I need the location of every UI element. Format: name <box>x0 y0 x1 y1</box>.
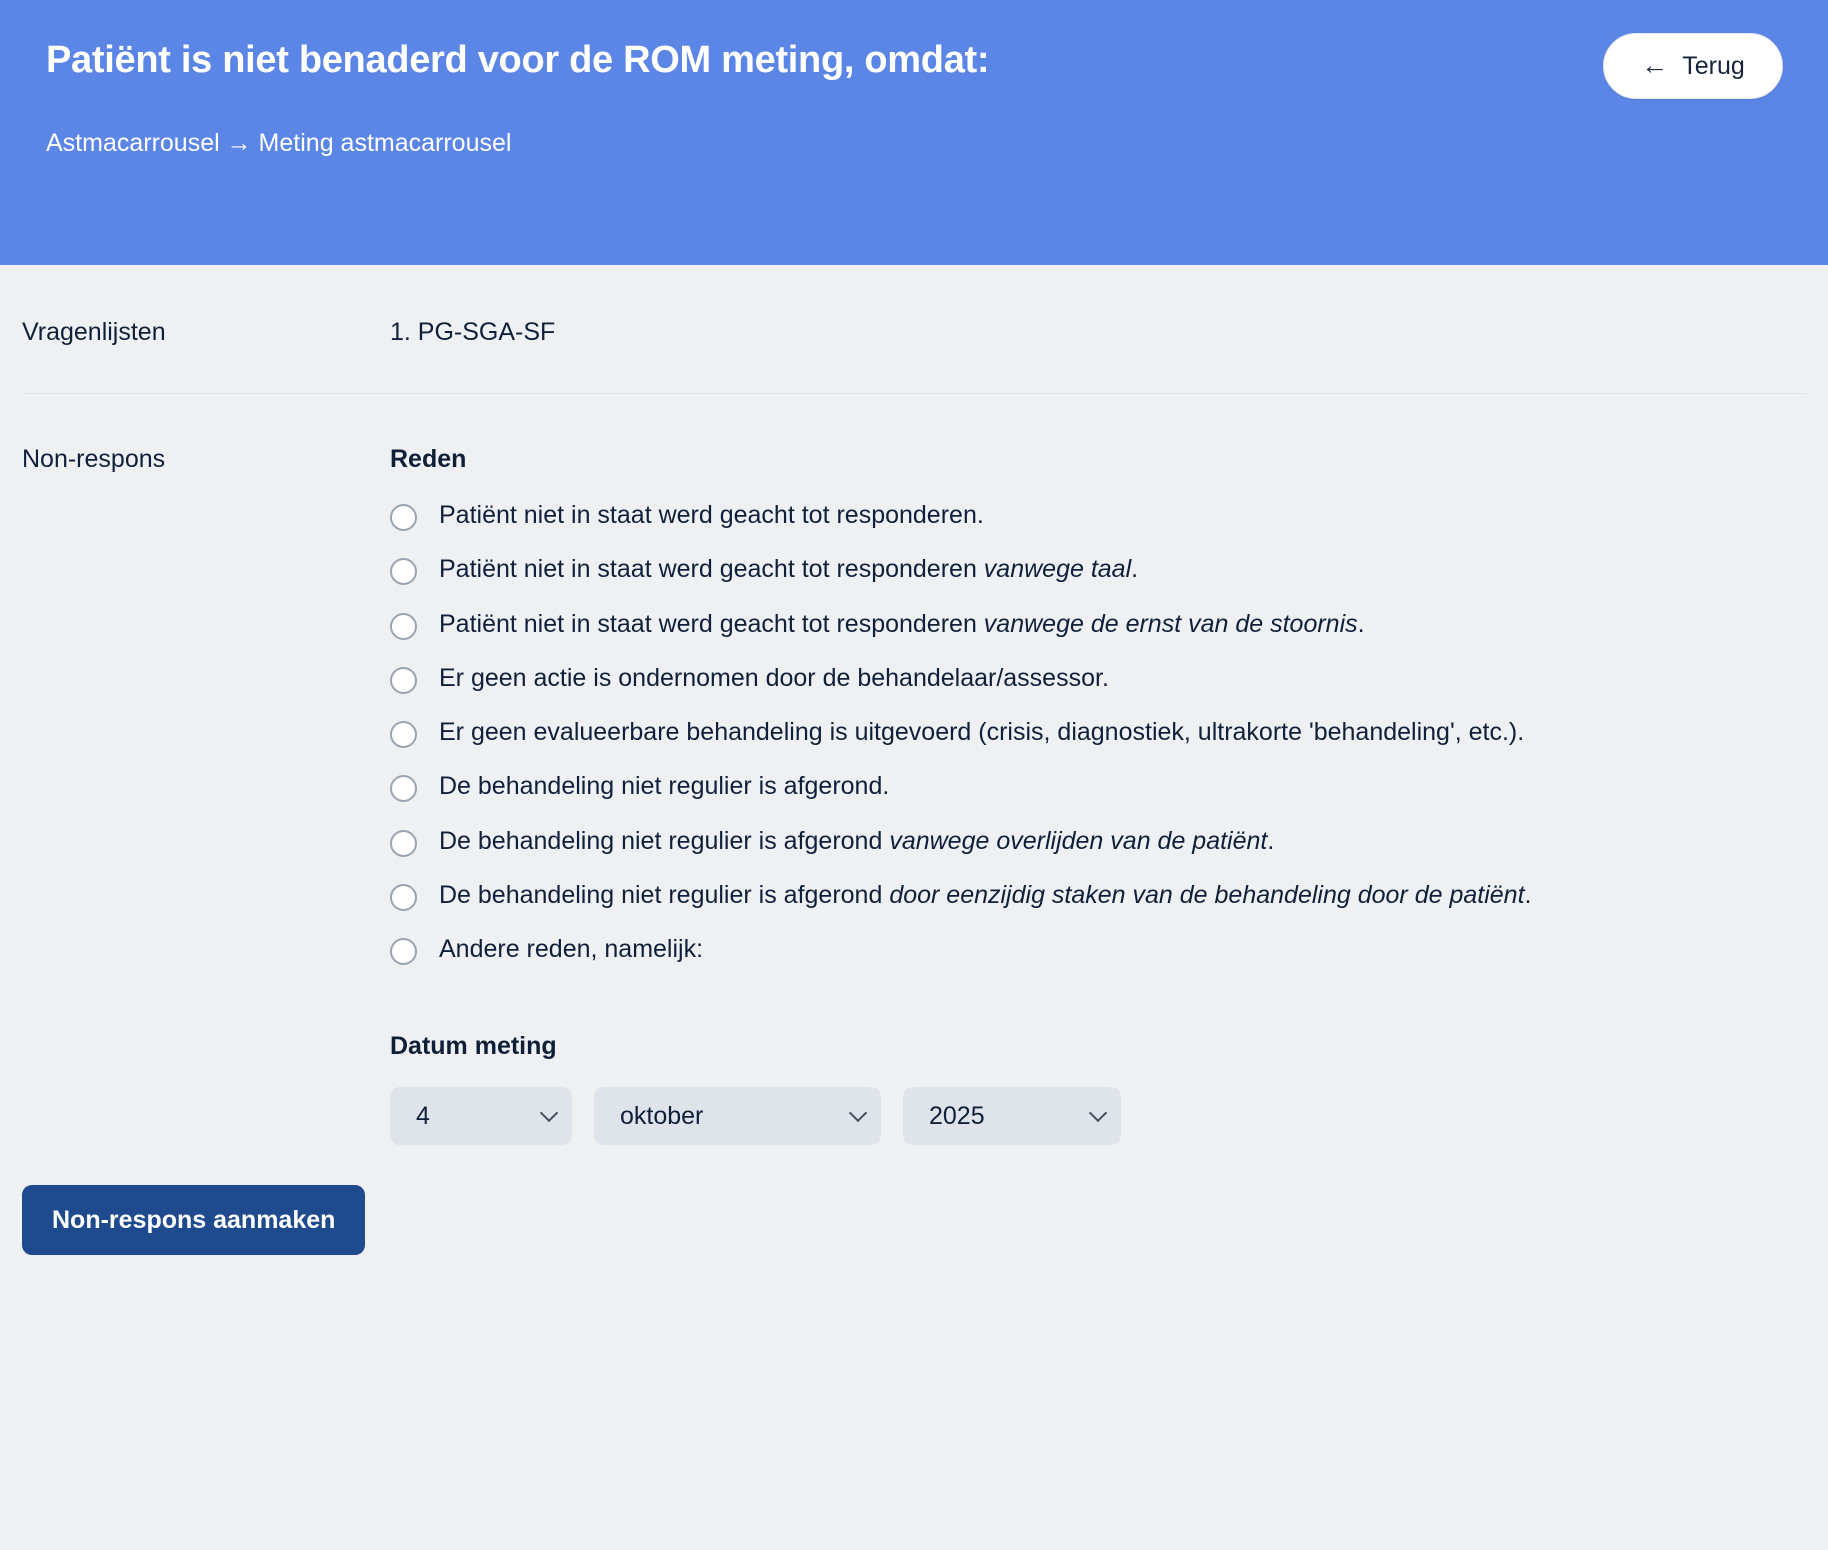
radio-circle-icon[interactable] <box>390 667 417 694</box>
radio-option-label: De behandeling niet regulier is afgerond. <box>439 772 890 801</box>
radio-option-5[interactable] <box>390 771 1806 802</box>
vragenlijsten-list <box>390 317 1806 347</box>
radio-option-6[interactable] <box>390 826 1806 857</box>
radio-option-label: Er geen actie is ondernomen door de behandelaar/assessor. <box>439 663 1109 692</box>
chevron-down-icon <box>849 1104 867 1122</box>
radio-circle-icon[interactable] <box>390 884 417 911</box>
year-select[interactable] <box>903 1087 1121 1145</box>
radio-option-label: De behandeling niet regulier is afgerond vanwege overlijden van de patiënt. <box>439 826 1275 855</box>
radio-option-label: Andere reden, namelijk: <box>439 935 704 963</box>
month-select-value: oktober <box>620 1101 704 1130</box>
radio-option-1[interactable] <box>390 554 1806 585</box>
chevron-down-icon <box>1089 1104 1107 1122</box>
date-selects <box>390 1087 1806 1145</box>
section-vragenlijsten <box>22 265 1806 394</box>
year-select-value: 2025 <box>929 1101 985 1130</box>
radio-circle-icon[interactable] <box>390 938 417 965</box>
radio-option-label: Patiënt niet in staat werd geacht tot responderen vanwege de ernst van de stoornis. <box>439 609 1365 638</box>
page-title: Patiënt is niet benaderd voor de ROM meting, omdat: <box>46 39 990 81</box>
date-block <box>390 1031 1806 1145</box>
reason-title: Reden <box>390 445 467 473</box>
list-item: 1. PG-SGA-SF <box>390 318 556 346</box>
radio-circle-icon[interactable] <box>390 613 417 640</box>
breadcrumb: Astmacarrousel → Meting astmacarrousel <box>46 128 512 157</box>
form-body <box>0 265 1828 1255</box>
radio-circle-icon[interactable] <box>390 558 417 585</box>
radio-circle-icon[interactable] <box>390 830 417 857</box>
nonrespons-content <box>390 444 1806 1145</box>
radio-option-8[interactable] <box>390 934 1806 965</box>
month-select[interactable] <box>594 1087 881 1145</box>
submit-row <box>0 1145 1828 1255</box>
radio-option-label: De behandeling niet regulier is afgerond door eenzijdig staken van de behandeling door de patiënt. <box>439 880 1532 909</box>
section-nonrespons <box>22 394 1806 1145</box>
day-select[interactable] <box>390 1087 572 1145</box>
back-button[interactable] <box>1603 33 1783 99</box>
day-select-value: 4 <box>416 1101 430 1130</box>
radio-option-3[interactable] <box>390 663 1806 694</box>
arrow-left-icon: ← <box>1641 49 1669 80</box>
radio-option-7[interactable] <box>390 880 1806 911</box>
radio-option-label: Er geen evalueerbare behandeling is uitgevoerd (crisis, diagnostiek, ultrakorte 'behandeling', etc.). <box>439 718 1525 746</box>
radio-option-label: Patiënt niet in staat werd geacht tot responderen. <box>439 501 984 529</box>
create-nonrespons-button[interactable]: Non-respons aanmaken <box>22 1185 365 1255</box>
vragenlijsten-label: Vragenlijsten <box>22 318 166 346</box>
reason-radio-group <box>390 500 1806 965</box>
page-header <box>0 0 1828 265</box>
radio-circle-icon[interactable] <box>390 504 417 531</box>
date-title: Datum meting <box>390 1032 557 1061</box>
back-button-label: Terug <box>1682 51 1745 80</box>
radio-option-4[interactable] <box>390 717 1806 748</box>
radio-option-0[interactable] <box>390 500 1806 531</box>
radio-option-label: Patiënt niet in staat werd geacht tot responderen vanwege taal. <box>439 555 1139 584</box>
radio-circle-icon[interactable] <box>390 721 417 748</box>
radio-circle-icon[interactable] <box>390 775 417 802</box>
chevron-down-icon <box>540 1104 558 1122</box>
radio-option-2[interactable] <box>390 609 1806 640</box>
nonrespons-label: Non-respons <box>22 445 166 473</box>
